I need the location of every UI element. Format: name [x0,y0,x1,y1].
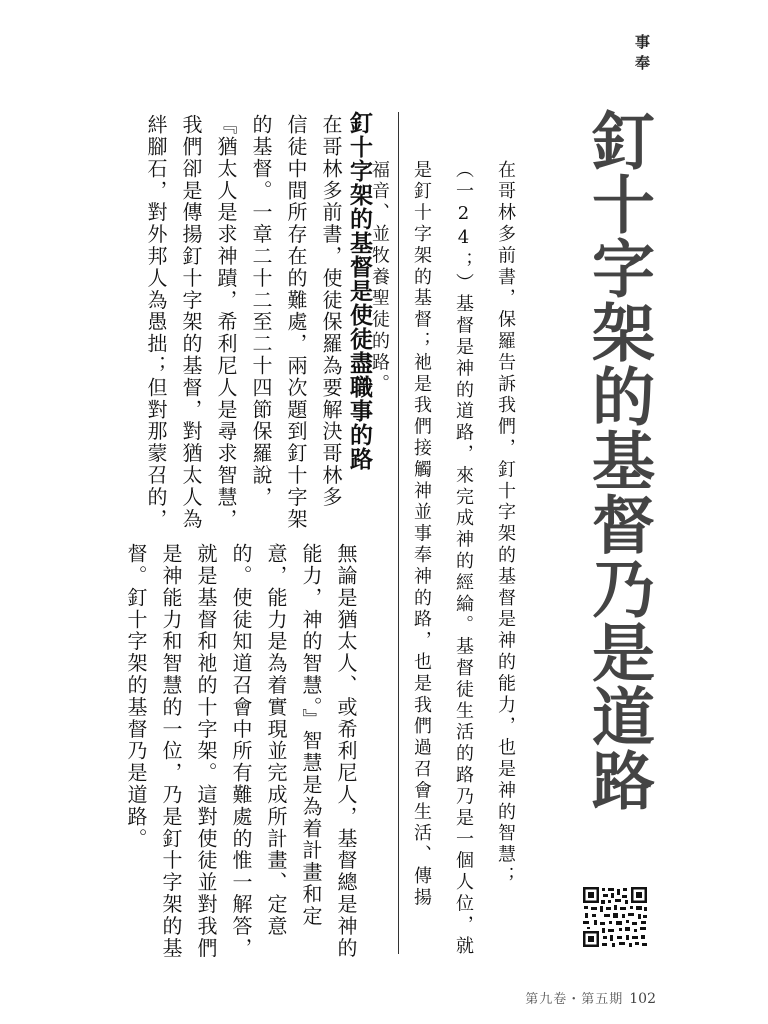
body-line: 無論是猶太人、或希利尼人，基督總是神的 [334,543,358,960]
body-line: 的基督。一章二十二至二十四節保羅說， [249,114,273,509]
body-line: 能力，神的智慧。』智慧是為着計畫和定 [299,543,323,928]
article-title: 釘十字架的基督乃是道路 [582,108,656,812]
intro-line: 是釘十字架的基督；祂是我們接觸神並事奉神的路，也是我們過召會生活、傳揚 [411,160,432,909]
intro-line: 福音、並牧養聖徒的路。 [369,160,390,396]
page-number: 102 [629,991,656,1007]
body-line: 在哥林多前書，使徒保羅為要解決哥林多 [319,114,343,509]
intro-line: （一24；）基督是神的道路，來完成神的經綸。基督徒生活的路乃是一個人位，就 [453,160,474,958]
body-text-upper [138,114,348,530]
intro-paragraph [358,160,526,958]
body-line: 督。釘十字架的基督乃是道路。 [124,543,148,850]
body-line: 就是基督和祂的十字架。這對使徒並對我們 [194,543,218,960]
body-line: 意，能力是為着實現並完成所計畫、定意 [264,543,288,938]
qr-code[interactable] [582,886,648,948]
body-line: 是神能力和智慧的一位，乃是釘十字架的基 [159,543,183,960]
body-line: 信徒中間所存在的難處，兩次題到釘十字架 [284,114,308,531]
section-heading: 釘十字架的基督是使徒盡職事的路 [346,111,373,471]
body-line: 的。使徒知道召會中所有難處的惟一解答， [229,543,253,960]
column-divider [398,112,399,954]
body-line: 絆腳石，對外邦人為愚拙；但對那蒙召的， [144,114,168,531]
issue-label: 第九卷・第五期 [525,992,624,1007]
page-footer [525,988,656,1007]
running-header: 事奉 [633,34,651,76]
body-text-lower [118,543,363,959]
body-line: 我們卻是傳揚釘十字架的基督，對猶太人為 [179,114,203,531]
intro-line: 在哥林多前書，保羅告訴我們，釘十字架的基督是神的能力，也是神的智慧； [495,160,516,888]
body-line: 『猶太人是求神蹟，希利尼人是尋求智慧， [214,114,238,531]
